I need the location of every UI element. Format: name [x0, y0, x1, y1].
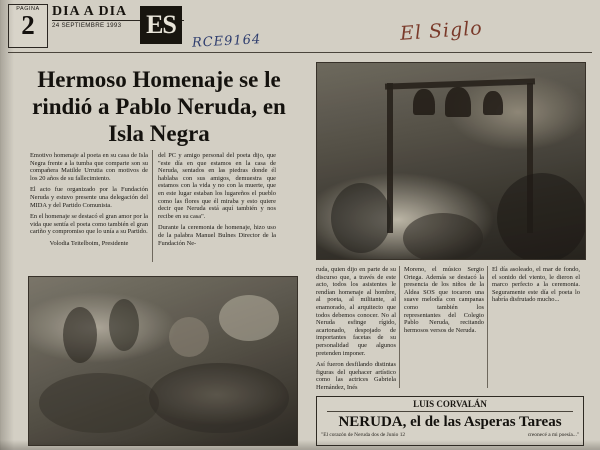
paragraph: El acto fue organizado por la Fundación Neruda y estuvo presente una delegación del MIDA y del Partido Comunista.	[30, 186, 148, 209]
page-fold-shadow	[0, 0, 14, 450]
article-column-3	[316, 266, 396, 396]
grave-photo	[28, 276, 298, 446]
sidebar-title: NERUDA, el de las Asperas Tareas	[338, 414, 562, 430]
page-number-box	[8, 4, 48, 48]
page-edge-shadow	[0, 440, 600, 450]
paragraph: ruda, quien dijo en parte de su discurso que, a través de este acto, todos los asistentes le rendían homenaje al hombre, al poeta, al militante, al enamorado, al arquitecto que todos debemos conocer. No al Neruda esfinge rígido, acartonado, despojado de importantes facetas de su personalidad que algunos pretenden imponer.	[316, 266, 396, 357]
publication-date: 24 SEPTIEMBRE 1993	[52, 22, 122, 29]
es-logo: ES	[140, 6, 182, 44]
photo-shape	[149, 363, 289, 433]
paragraph: del PC y amigo personal del poeta dijo, que "este día en que estamos en la casa de Neruda, sentados en las piedras donde él hablaba con sus amigos, demuestra que estamos con la vida y no con la muerte, que en este lugar estaban los lugareños el pueblo como las flores que él miraba y esto quiere decir que Neruda está aquí también y nos recibe en su casa".	[158, 152, 276, 220]
paragraph: Emotivo homenaje al poeta en su casa de Isla Negra frente a la tumba que comparte son su compañera Matilde Urrutia con motivos de los 20 años de su fallecimiento.	[30, 152, 148, 182]
photo-shape	[169, 317, 209, 357]
masthead-divider	[8, 52, 592, 53]
sidebar-rule	[327, 411, 573, 412]
handwritten-publication-name: El Siglo	[399, 17, 484, 45]
sidebar-lead-left: "El corazón de Neruda dos de Junio 12	[321, 432, 406, 438]
photo-shape	[497, 173, 586, 260]
photo-shape	[63, 307, 97, 363]
photo-shape	[39, 373, 159, 433]
column-divider	[487, 266, 488, 388]
paragraph: Moreno, el músico Sergio Ortega. Además se destacó la presencia de los niños de la Aldea SOS que tocaron una suave melodía con campanas como también los representantes del Colegio Pablo Neruda, recitando hermosos versos de Neruda.	[404, 266, 484, 334]
sidebar-lead-right: creonecé a mi poesía..."	[527, 432, 579, 438]
photo-shape	[483, 91, 503, 115]
photo-shape	[445, 87, 471, 117]
page-label: PAGINA	[16, 6, 40, 12]
page-title: Hermoso Homenaje se le rindió a Pablo Neruda, en Isla Negra	[32, 67, 286, 146]
photo-shape	[403, 213, 483, 260]
paragraph: En el homenaje se destacó el gran amor por la vida que sentía el poeta como también el gran cariño y compromiso que lo unía a su Partido.	[30, 213, 148, 236]
paragraph: Durante la ceremonia de homenaje, hizo uso de la palabra Manuel Bulnes Director de la Fundación Ne-	[158, 224, 276, 247]
paragraph: El día asoleado, el mar de fondo, el sonido del viento, le dieron el marco perfecto a la ceremonia. Seguramente este día el poeta lo habría disfrutado mucho...	[492, 266, 580, 304]
photo-shape	[331, 183, 391, 253]
photo-shape	[109, 299, 139, 351]
column-divider	[152, 150, 153, 262]
sidebar-lead	[321, 432, 579, 438]
paragraph: Volodia Teitelboim, Presidente	[49, 239, 129, 247]
column-divider	[399, 266, 400, 388]
handwritten-archive-code: RCE9164	[191, 32, 262, 51]
article-column-1	[30, 152, 148, 252]
photo-shape	[219, 295, 279, 341]
article-column-5	[492, 266, 580, 308]
article-column-4	[404, 266, 484, 338]
page-number: 2	[21, 10, 35, 40]
ceremony-photo	[316, 62, 586, 260]
sidebar-kicker: LUIS CORVALÁN	[413, 399, 487, 409]
sidebar-article-box	[316, 396, 584, 446]
paragraph: Así fueron desfilando distintas figuras del quehacer artístico como las actrices Gabriela Hernández, Inés	[316, 361, 396, 391]
newspaper-name: DIA A DIA	[52, 4, 128, 19]
photo-shape	[413, 89, 435, 115]
article-column-2	[158, 152, 276, 251]
